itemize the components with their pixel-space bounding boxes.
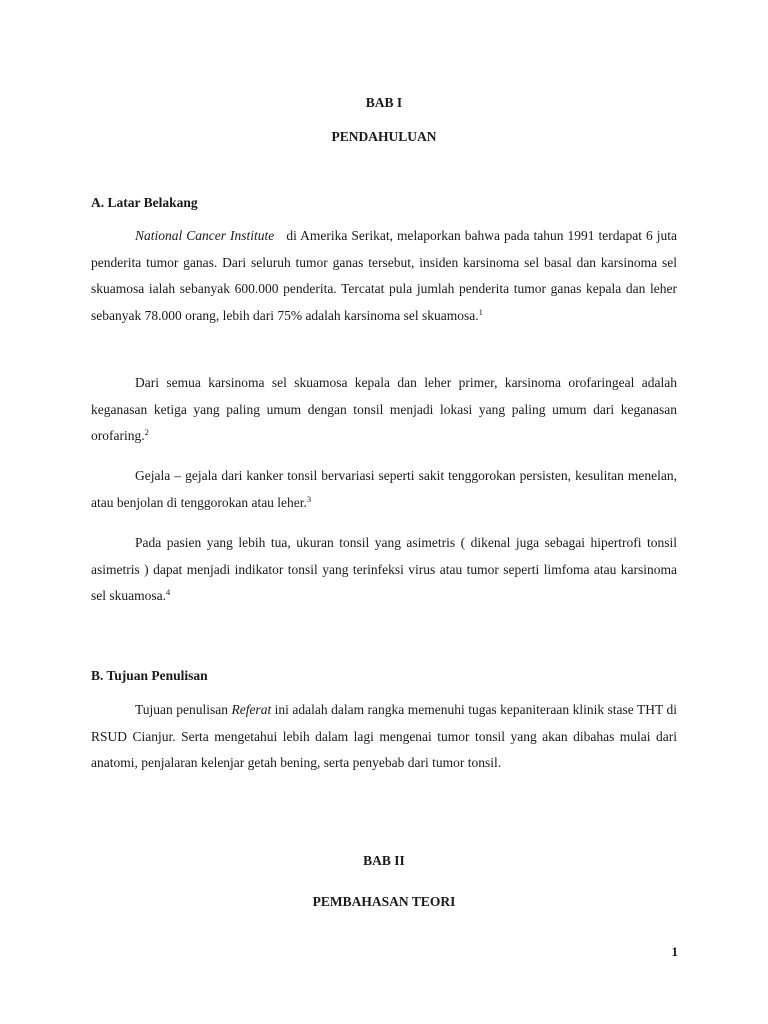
section-heading-latar-belakang: A. Latar Belakang <box>91 195 198 210</box>
chapter-title-2: PEMBAHASAN TEORI <box>312 894 456 909</box>
paragraph-latar-belakang-1 <box>91 223 677 329</box>
paragraph-text: Dari semua karsinoma sel skuamosa kepala dan leher primer, karsinoma orofaringeal adalah keganasan ketiga yang paling umum dengan tonsil menjadi lokasi yang paling umum dari keganasan orofaring. <box>91 375 677 443</box>
chapter-title: PENDAHULUAN <box>331 129 437 144</box>
footnote-ref: 4 <box>166 587 171 597</box>
institution-name: National Cancer Institute <box>135 228 275 243</box>
chapter-label: BAB I <box>365 95 403 110</box>
paragraph-text: Pada pasien yang lebih tua, ukuran tonsil yang asimetris ( dikenal juga sebagai hipertrofi tonsil asimetris ) dapat menjadi indikator tonsil yang terinfeksi virus atau tumor seperti limfoma atau karsinoma sel skuamosa. <box>91 535 677 603</box>
paragraph-latar-belakang-4 <box>91 530 677 610</box>
paragraph-text: Gejala – gejala dari kanker tonsil bervariasi seperti sakit tenggorokan persisten, kesulitan menelan, atau benjolan di tenggorokan atau leher. <box>91 468 677 510</box>
paragraph-text: ini adalah dalam rangka memenuhi tugas kepaniteraan klinik stase THT di RSUD Cianjur. Serta mengetahui lebih dalam lagi mengenai tumor tonsil yang akan dibahas mulai dari anatomi, penjalaran kelenjar getah bening, serta penyebab dari tumor tonsil. <box>91 702 677 770</box>
paragraph-text: Tujuan penulisan <box>135 702 228 717</box>
footnote-ref: 1 <box>478 306 483 317</box>
page-number: 1 <box>671 944 678 959</box>
chapter-label-2: BAB II <box>363 853 405 868</box>
section-heading-tujuan-penulisan: B. Tujuan Penulisan <box>91 668 208 683</box>
paragraph-latar-belakang-2 <box>91 370 677 450</box>
footnote-ref: 2 <box>144 427 149 437</box>
referat-term: Referat <box>231 702 272 717</box>
paragraph-text: di Amerika Serikat, melaporkan bahwa pada tahun 1991 terdapat 6 juta penderita tumor ganas. Dari seluruh tumor ganas tersebut, insiden karsinoma sel basal dan karsinoma sel skuamosa ialah sebanyak 600.000 penderita. Tercatat pula jumlah penderita tumor ganas kepala dan leher sebanyak 78.000 orang, lebih dari 75% adalah karsinoma sel skuamosa. <box>91 228 678 323</box>
paragraph-tujuan-penulisan <box>91 697 677 777</box>
paragraph-latar-belakang-3 <box>91 463 677 516</box>
footnote-ref: 3 <box>306 493 312 504</box>
